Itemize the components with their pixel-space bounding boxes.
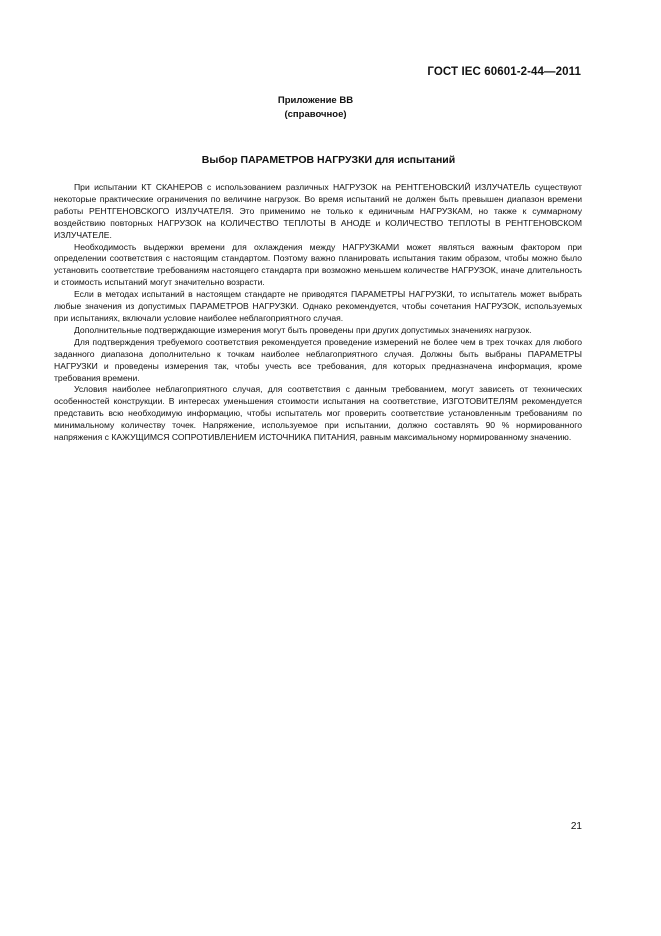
standard-code: ГОСТ IEC 60601-2-44—2011 xyxy=(427,66,581,78)
annex-type: (справочное) xyxy=(284,109,347,120)
paragraph-4: Дополнительные подтверждающие измерения могут быть проведены при других допустимых значениях нагрузок. xyxy=(74,324,532,335)
paragraph-2: Необходимость выдержки времени для охлаждения между НАГРУЗКАМИ может являться важным фактором при определении соответствия с настоящим стандартом. Поэтому важно планировать испытания таким образом, чтобы можно было установить соответствие требованиям настоящего стандарта при возможно меньшем количестве НАГРУЗОК, иначе длительность и стоимость испытаний могут значительно возрасти. xyxy=(54,241,582,288)
section-title: Выбор ПАРАМЕТРОВ НАГРУЗКИ для испытаний xyxy=(201,154,456,166)
body-text xyxy=(54,182,582,444)
page-number: 21 xyxy=(570,821,582,832)
paragraph-1: При испытании КТ СКАНЕРОВ с использованием различных НАГРУЗОК на РЕНТГЕНОВСКИЙ ИЗЛУЧАТЕЛЬ существуют некоторые практические ограничения по величине нагрузок. Во время испытаний не должен быть превышен диапазон времени работы РЕНТГЕНОВСКОГО ИЗЛУЧАТЕЛЯ. Это применимо не только к единичным НАГРУЗКАМ, но также к суммарному воздействию повторных НАГРУЗОК на КОЛИЧЕСТВО ТЕПЛОТЫ В АНОДЕ и КОЛИЧЕСТВО ТЕПЛОТЫ В РЕНТГЕНОВСКОМ ИЗЛУЧАТЕЛЕ. xyxy=(54,182,582,240)
paragraph-5: Для подтверждения требуемого соответствия рекомендуется проведение измерений не более чем в трех точках для любого заданного диапазона дополнительно к точкам наиболее неблагоприятного случая. Должны быть выбраны ПАРАМЕТРЫ НАГРУЗКИ и проведены измерения так, чтобы учесть все требования, для которых предназначена информация, кроме требования времени. xyxy=(54,336,582,383)
paragraph-6: Условия наиболее неблагоприятного случая, для соответствия с данным требованием, могут зависеть от технических особенностей конструкции. В интересах уменьшения стоимости испытания на соответствие, ИЗГОТОВИТЕЛЯМ рекомендуется представить всю необходимую информацию, чтобы испытатель мог проверить соответствие установленным требованиям по минимальному количеству точек. Напряжение, используемое при испытании, должно составлять 90 % нормированного напряжения с КАЖУЩИМСЯ СОПРОТИВЛЕНИЕМ ИСТОЧНИКА ПИТАНИЯ, равным максимальному нормированному значению. xyxy=(54,384,582,443)
annex-label: Приложение ВВ xyxy=(277,95,354,106)
annex-heading xyxy=(0,94,661,122)
paragraph-3: Если в методах испытаний в настоящем стандарте не приводятся ПАРАМЕТРЫ НАГРУЗКИ, то испытатель может выбрать любые значения из допустимых ПАРАМЕТРОВ НАГРУЗКИ. Однако рекомендуется, чтобы сочетания НАГРУЗОК, используемых при испытаниях, включали условие наиболее неблагоприятного случая. xyxy=(54,289,582,323)
